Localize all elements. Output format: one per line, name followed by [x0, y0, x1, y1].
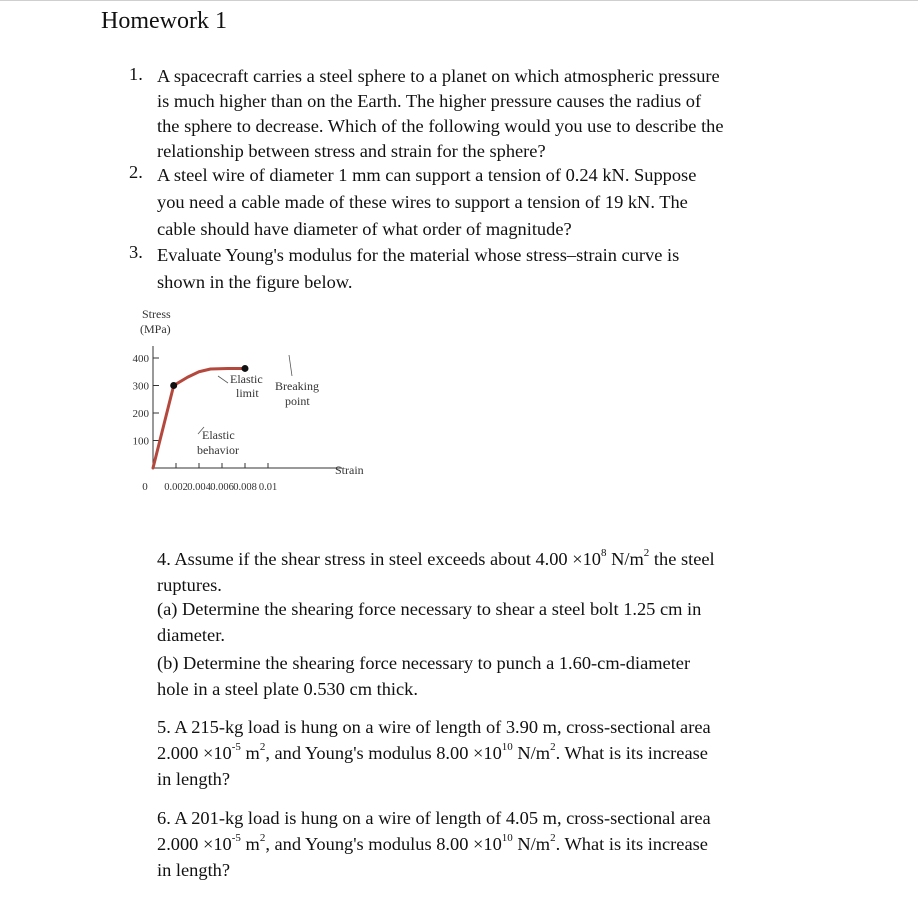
exponent: 2	[259, 831, 266, 844]
y-tick-label: 400	[132, 353, 149, 365]
text-run: 2.000 ×10	[157, 834, 232, 854]
text-run: N/m	[512, 743, 551, 763]
question-line: A steel wire of diameter 1 mm can support a tension of 0.24 kN. Suppose	[157, 165, 697, 185]
x-tick-label: 0.01	[258, 482, 278, 493]
question-number: 3.	[129, 242, 143, 262]
question-line	[157, 831, 711, 857]
question-4a	[157, 596, 701, 648]
text-run: the steel	[649, 549, 715, 569]
text-run: N/m	[512, 834, 551, 854]
text-run: , and Young's modulus 8.00 ×10	[265, 743, 502, 763]
y-axis-label-unit: (MPa)	[140, 322, 171, 336]
exponent: -5	[231, 740, 241, 753]
question-line: A spacecraft carries a steel sphere to a planet on which atmospheric pressure	[157, 66, 720, 86]
question-line: in length?	[157, 769, 231, 789]
origin-label: 0	[142, 481, 148, 493]
text-run: N/m	[606, 549, 644, 569]
question-line: is much higher than on the Earth. The higher pressure causes the radius of	[157, 91, 702, 111]
text-run: 2.000 ×10	[157, 743, 232, 763]
x-tick-label: 0.008	[233, 482, 257, 493]
question-line: (a) Determine the shearing force necessary to shear a steel bolt 1.25 cm in	[157, 599, 702, 619]
annotation-breaking-point: point	[285, 394, 310, 408]
y-tick-label: 300	[132, 380, 149, 393]
question-line: in length?	[157, 860, 231, 880]
question-number: 1.	[129, 64, 143, 84]
exponent: 10	[501, 740, 513, 753]
question-line: shown in the figure below.	[157, 272, 353, 292]
question-line: 6. A 201-kg load is hung on a wire of length of 4.05 m, cross-sectional area	[157, 808, 711, 828]
y-tick-label: 100	[132, 435, 149, 448]
top-rule	[0, 0, 918, 1]
annotation-elastic-behavior: behavior	[197, 443, 239, 457]
stress-strain-chart	[120, 300, 364, 500]
exponent: -5	[231, 831, 241, 844]
text-run: m	[240, 834, 260, 854]
breaking-point-marker	[242, 365, 249, 372]
exponent: 2	[550, 740, 556, 753]
annotation-elastic-limit: limit	[236, 386, 259, 400]
exponent: 2	[259, 740, 266, 753]
question-line: Evaluate Young's modulus for the material whose stress–strain curve is	[157, 245, 680, 265]
question-line: ruptures.	[157, 575, 222, 595]
text-run: m	[240, 743, 260, 763]
text-run: , and Young's modulus 8.00 ×10	[265, 834, 502, 854]
question-5	[157, 714, 711, 792]
question-4	[157, 546, 715, 598]
x-tick-label: 0.004	[187, 482, 211, 493]
question-line: the sphere to decrease. Which of the following would you use to describe the	[157, 116, 724, 136]
exponent: 2	[643, 546, 650, 559]
question-line: (b) Determine the shearing force necessary to punch a 1.60-cm-diameter	[157, 653, 691, 673]
elastic-limit-point	[170, 382, 177, 389]
text-run: . What is its increase	[555, 743, 708, 763]
question-6	[157, 805, 711, 883]
question-line	[157, 740, 711, 766]
x-tick-label: 0.006	[210, 482, 234, 493]
question-line: hole in a steel plate 0.530 cm thick.	[157, 679, 418, 699]
question-line: diameter.	[157, 625, 225, 645]
page-title: Homework 1	[101, 8, 227, 34]
leader-breaking-point	[289, 355, 292, 376]
x-tick-label: 0.002	[164, 482, 188, 493]
annotation-breaking-point: Breaking	[275, 379, 319, 393]
question-line: 5. A 215-kg load is hung on a wire of length of 3.90 m, cross-sectional area	[157, 717, 711, 737]
x-axis-label: Strain	[335, 463, 364, 477]
leader-elastic-limit	[218, 376, 228, 383]
annotation-elastic-limit: Elastic	[230, 372, 263, 386]
text-run: 4. Assume if the shear stress in steel exceeds about 4.00 ×10	[157, 549, 601, 569]
exponent: 2	[550, 831, 556, 844]
y-tick-label: 200	[132, 408, 149, 420]
exponent: 8	[601, 546, 607, 559]
question-line	[157, 546, 715, 572]
question-number: 2.	[129, 162, 143, 182]
question-line: you need a cable made of these wires to support a tension of 19 kN. The	[157, 192, 688, 212]
question-line: relationship between stress and strain for the sphere?	[157, 141, 546, 161]
question-line: cable should have diameter of what order of magnitude?	[157, 219, 572, 239]
exponent: 10	[501, 831, 513, 844]
text-run: . What is its increase	[555, 834, 708, 854]
y-axis-label: Stress	[142, 307, 171, 321]
question-4b	[157, 650, 690, 702]
annotation-elastic-behavior: Elastic	[202, 428, 235, 442]
